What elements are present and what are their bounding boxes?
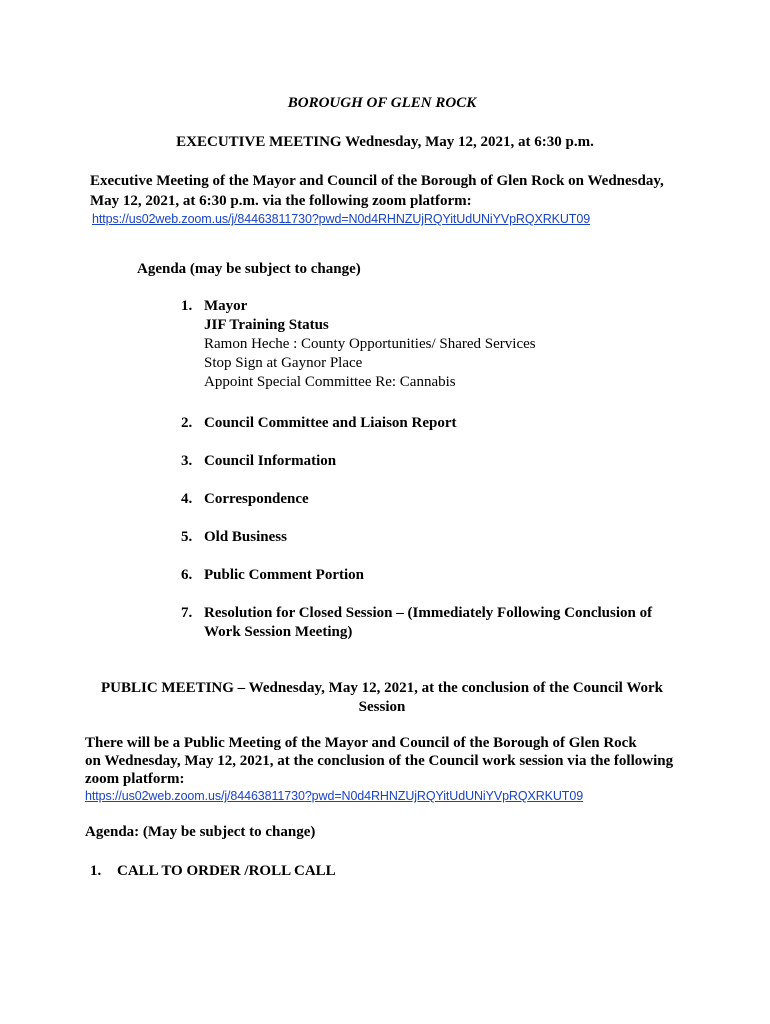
agenda-item-title: Council Committee and Liaison Report bbox=[204, 415, 457, 431]
agenda-subitem-bold: JIF Training Status bbox=[204, 317, 329, 333]
public-agenda-item-number: 1. bbox=[90, 863, 102, 879]
public-meeting-heading-line-1: PUBLIC MEETING – Wednesday, May 12, 2021, at the conclusion of the Council Work bbox=[100, 680, 663, 696]
org-title: BOROUGH OF GLEN ROCK bbox=[287, 95, 477, 111]
agenda-item-number: 3. bbox=[181, 453, 193, 469]
agenda-item-title: Old Business bbox=[204, 529, 287, 545]
executive-intro-line-2: May 12, 2021, at 6:30 p.m. via the following zoom platform: bbox=[90, 193, 472, 209]
agenda-item-title-continued: Work Session Meeting) bbox=[204, 624, 353, 640]
agenda-item-number: 7. bbox=[181, 605, 193, 621]
agenda-item-number: 1. bbox=[181, 298, 193, 314]
public-agenda-item-call-to-order: CALL TO ORDER /ROLL CALL bbox=[117, 863, 336, 879]
executive-agenda-heading: Agenda (may be subject to change) bbox=[137, 261, 361, 277]
executive-meeting-heading: EXECUTIVE MEETING Wednesday, May 12, 2021, at 6:30 p.m. bbox=[176, 134, 594, 150]
public-intro-line-1: There will be a Public Meeting of the Mayor and Council of the Borough of Glen Rock bbox=[85, 735, 637, 751]
agenda-item-title: Correspondence bbox=[204, 491, 309, 507]
agenda-item-number: 2. bbox=[181, 415, 193, 431]
agenda-item-number: 4. bbox=[181, 491, 193, 507]
public-agenda-heading: Agenda: (May be subject to change) bbox=[85, 824, 316, 840]
agenda-item-number: 5. bbox=[181, 529, 193, 545]
public-zoom-link[interactable]: https://us02web.zoom.us/j/84463811730?pwd=N0d4RHNZUjRQYitUdUNiYVpRQXRKUT09 bbox=[85, 789, 584, 803]
public-intro-line-2: on Wednesday, May 12, 2021, at the conclusion of the Council work session via the following bbox=[85, 753, 674, 769]
agenda-item-number: 6. bbox=[181, 567, 193, 583]
agenda-item-mayor bbox=[204, 297, 536, 392]
agenda-item-title: Mayor bbox=[204, 298, 248, 314]
agenda-subitem: Stop Sign at Gaynor Place bbox=[204, 355, 363, 371]
executive-intro-line-1: Executive Meeting of the Mayor and Council of the Borough of Glen Rock on Wednesday, bbox=[90, 173, 664, 189]
executive-zoom-link[interactable]: https://us02web.zoom.us/j/84463811730?pwd=N0d4RHNZUjRQYitUdUNiYVpRQXRKUT09 bbox=[92, 212, 591, 226]
agenda-item-title: Council Information bbox=[204, 453, 337, 469]
agenda-subitem: Appoint Special Committee Re: Cannabis bbox=[204, 374, 456, 390]
public-meeting-heading-line-2: Session bbox=[358, 699, 406, 715]
agenda-item-title: Resolution for Closed Session – (Immediately Following Conclusion of bbox=[204, 605, 653, 621]
public-intro-line-3: zoom platform: bbox=[85, 771, 185, 787]
agenda-item-title: Public Comment Portion bbox=[204, 567, 364, 583]
agenda-item-closed-session bbox=[204, 604, 652, 642]
agenda-subitem: Ramon Heche : County Opportunities/ Shared Services bbox=[204, 336, 536, 352]
